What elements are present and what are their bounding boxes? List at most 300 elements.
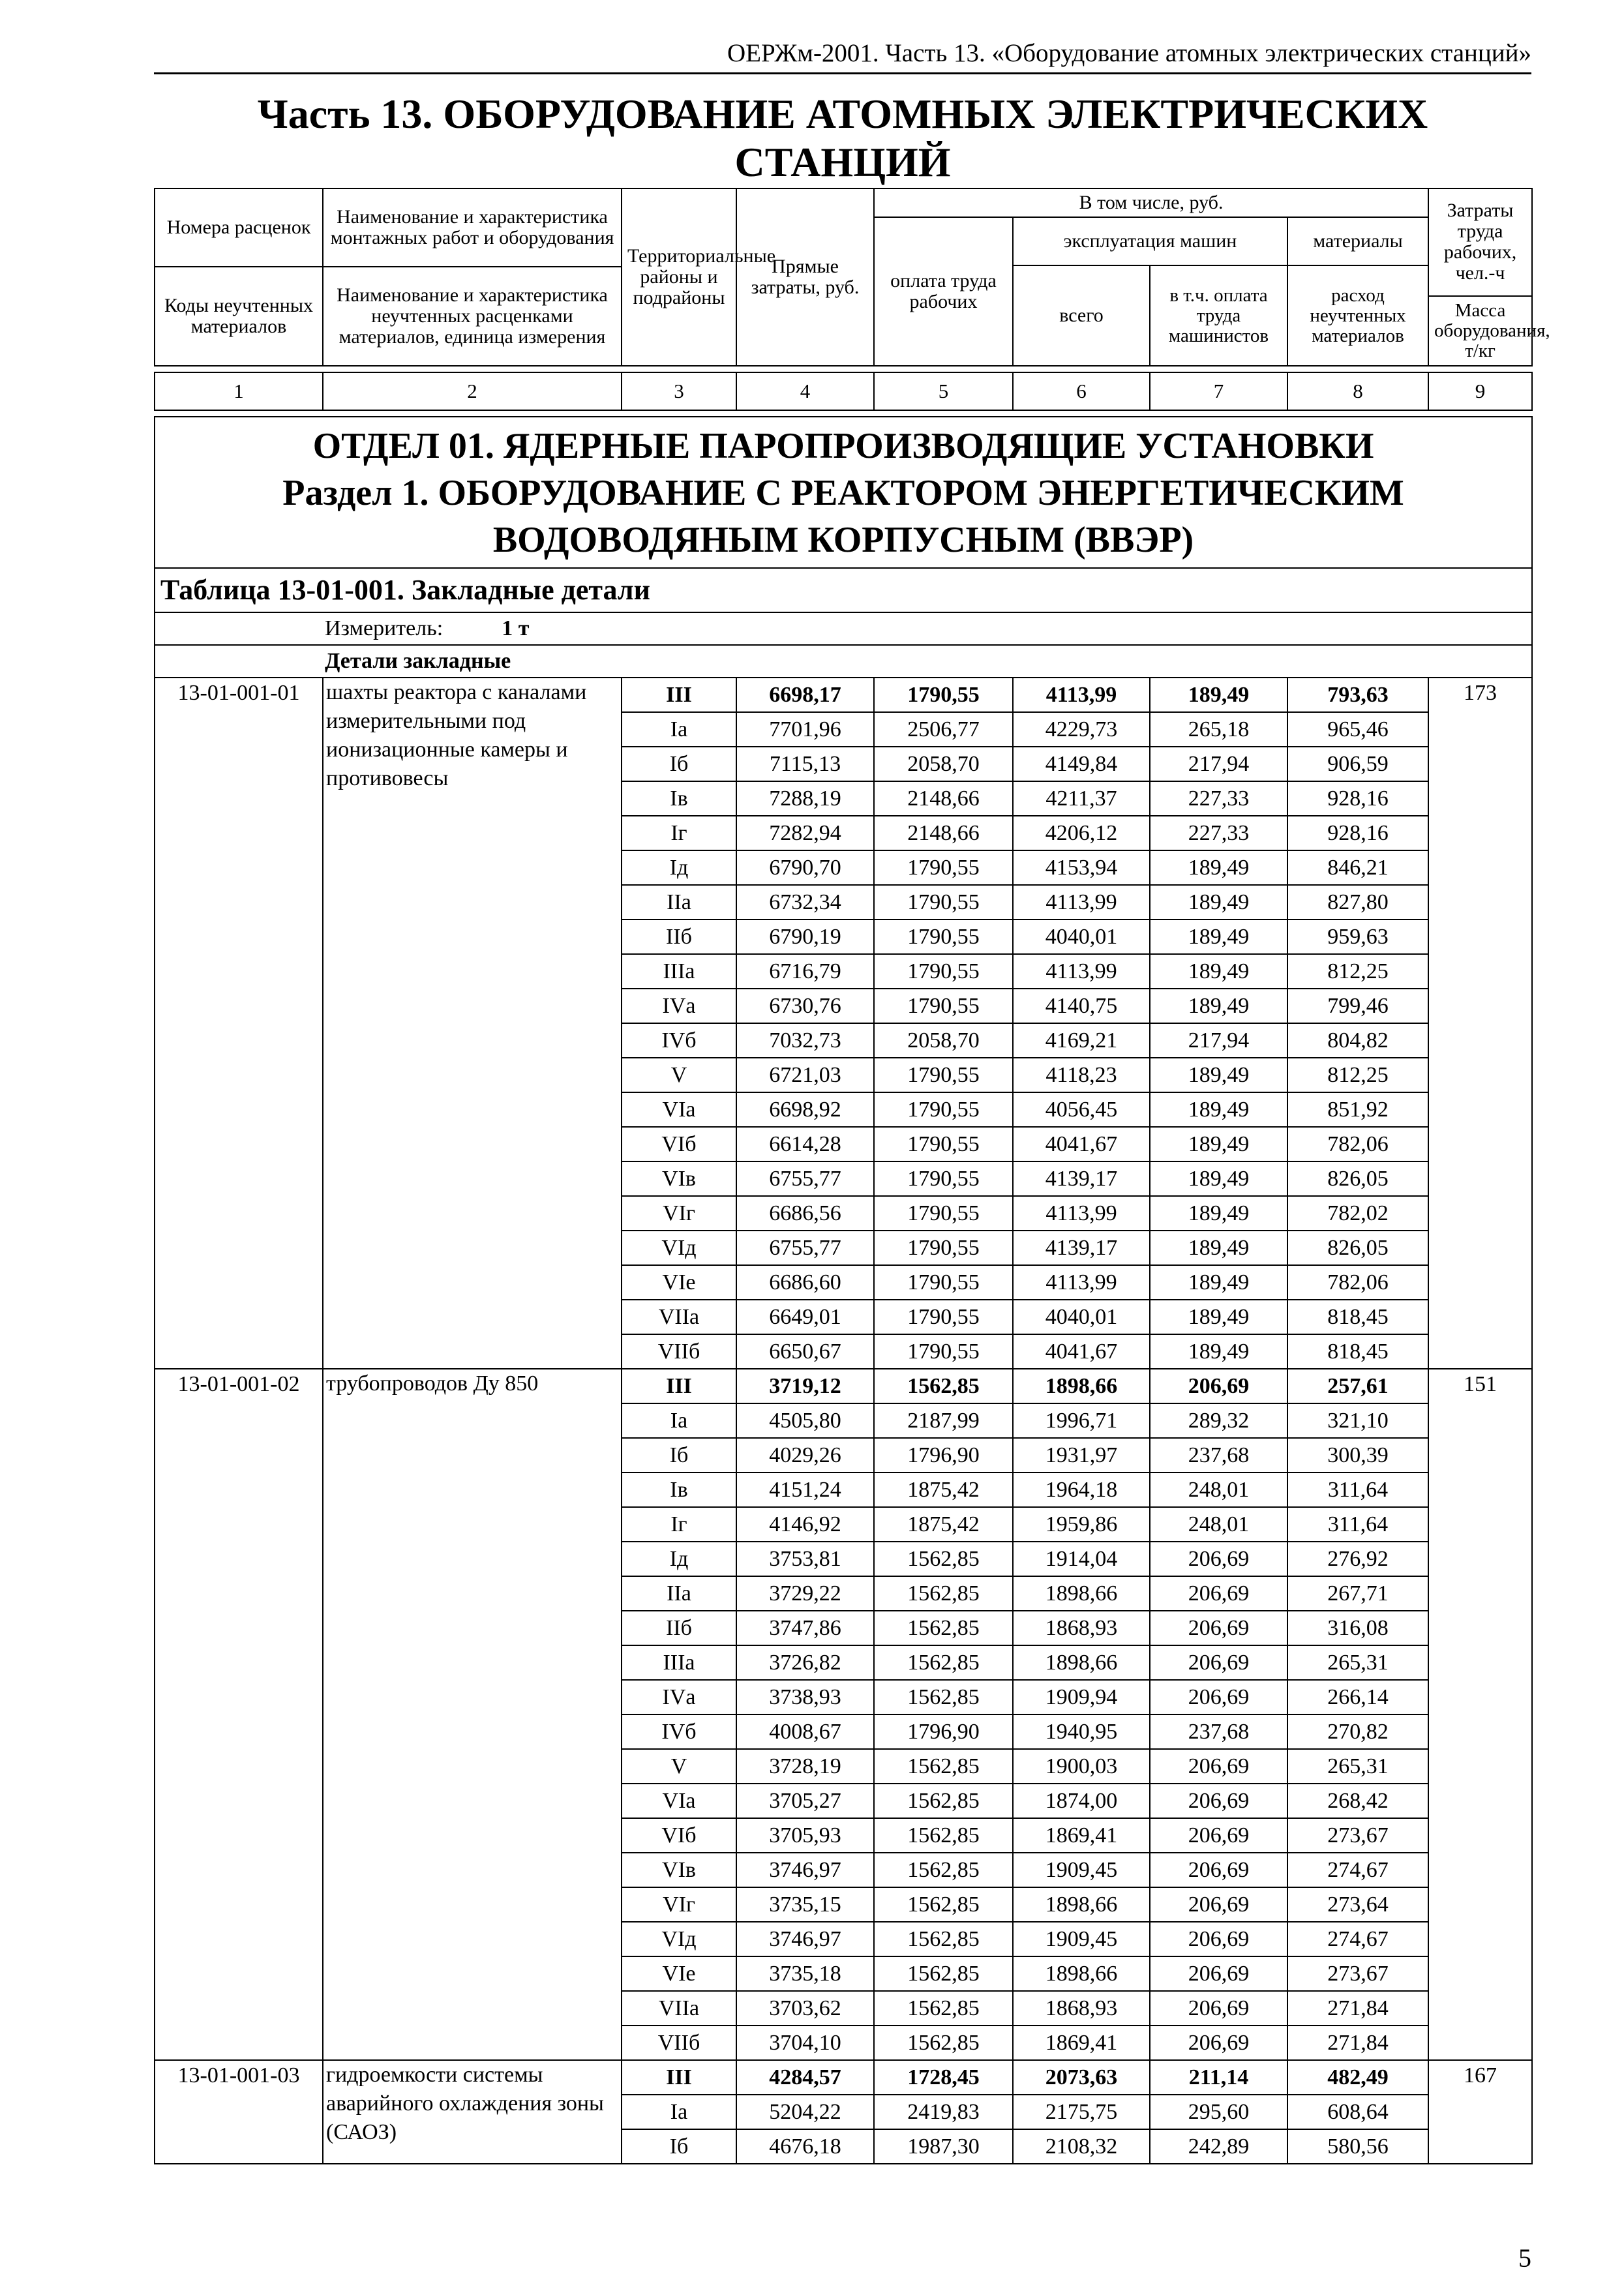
direct-costs-cell: 3747,86: [736, 1611, 874, 1645]
region-cell: VIд: [622, 1922, 736, 1956]
materials-cell: 959,63: [1287, 920, 1428, 954]
materials-cell: 271,84: [1287, 2026, 1428, 2060]
region-cell: Iб: [622, 2129, 736, 2164]
machines-cell: 1964,18: [1013, 1473, 1150, 1507]
machines-cell: 4229,73: [1013, 712, 1150, 747]
wages-cell: 2187,99: [874, 1403, 1013, 1438]
region-cell: IIа: [622, 885, 736, 920]
machines-cell: 4113,99: [1013, 954, 1150, 989]
region-cell: IIб: [622, 920, 736, 954]
page-title-line: СТАНЦИЙ: [734, 139, 951, 185]
machinist-wages-cell: 206,69: [1150, 1818, 1287, 1853]
direct-costs-cell: 6730,76: [736, 989, 874, 1023]
region-cell: IVб: [622, 1023, 736, 1058]
column-number: 1: [155, 372, 323, 410]
region-cell: Iб: [622, 1438, 736, 1473]
page-title-line: Часть 13. ОБОРУДОВАНИЕ АТОМНЫХ ЭЛЕКТРИЧЕСКИХ: [257, 91, 1428, 137]
machinist-wages-cell: 206,69: [1150, 1991, 1287, 2026]
region-cell: IIб: [622, 1611, 736, 1645]
machines-cell: 1869,41: [1013, 2026, 1150, 2060]
machines-cell: 1900,03: [1013, 1749, 1150, 1784]
direct-costs-cell: 3703,62: [736, 1991, 874, 2026]
machines-cell: 4040,01: [1013, 920, 1150, 954]
materials-cell: 851,92: [1287, 1092, 1428, 1127]
materials-cell: 818,45: [1287, 1334, 1428, 1369]
direct-costs-cell: 3705,93: [736, 1818, 874, 1853]
wages-cell: 1987,30: [874, 2129, 1013, 2164]
col-header-machines-total: всего: [1013, 265, 1150, 366]
machines-cell: 1898,66: [1013, 1369, 1150, 1403]
machines-cell: 4113,99: [1013, 1265, 1150, 1300]
machinist-wages-cell: 189,49: [1150, 954, 1287, 989]
direct-costs-cell: 6732,34: [736, 885, 874, 920]
materials-cell: 804,82: [1287, 1023, 1428, 1058]
region-cell: VIб: [622, 1818, 736, 1853]
column-number: 5: [874, 372, 1013, 410]
machines-cell: 1940,95: [1013, 1714, 1150, 1749]
machines-cell: 4169,21: [1013, 1023, 1150, 1058]
machinist-wages-cell: 227,33: [1150, 816, 1287, 850]
machines-cell: 1959,86: [1013, 1507, 1150, 1542]
section-row: [155, 417, 1532, 568]
machinist-wages-cell: 206,69: [1150, 1784, 1287, 1818]
region-cell: Iа: [622, 1403, 736, 1438]
machinist-wages-cell: 237,68: [1150, 1714, 1287, 1749]
region-cell: VIд: [622, 1231, 736, 1265]
item-description: шахты реактора с каналами измерительными под ионизационные камеры и противовесы: [323, 678, 622, 1369]
numbers-spacer: [155, 410, 1532, 417]
machinist-wages-cell: 237,68: [1150, 1438, 1287, 1473]
header-spacer: [155, 366, 1532, 372]
direct-costs-cell: 7701,96: [736, 712, 874, 747]
materials-cell: 273,64: [1287, 1887, 1428, 1922]
col-header-name-bottom: Наименование и характеристика неучтенных расценками материалов, единица измерения: [323, 267, 622, 366]
materials-cell: 906,59: [1287, 747, 1428, 781]
direct-costs-cell: 6721,03: [736, 1058, 874, 1092]
materials-cell: 265,31: [1287, 1749, 1428, 1784]
materials-cell: 580,56: [1287, 2129, 1428, 2164]
machinist-wages-cell: 189,49: [1150, 920, 1287, 954]
direct-costs-cell: 6614,28: [736, 1127, 874, 1161]
column-number: 9: [1428, 372, 1532, 410]
machinist-wages-cell: 189,49: [1150, 678, 1287, 712]
col-header-machinist-wages: в т.ч. оплата труда машинистов: [1150, 265, 1287, 366]
materials-cell: 928,16: [1287, 816, 1428, 850]
region-cell: Iг: [622, 1507, 736, 1542]
direct-costs-cell: 6716,79: [736, 954, 874, 989]
machines-cell: 1869,41: [1013, 1818, 1150, 1853]
machinist-wages-cell: 206,69: [1150, 1887, 1287, 1922]
direct-costs-cell: 3746,97: [736, 1853, 874, 1887]
materials-cell: 321,10: [1287, 1403, 1428, 1438]
col-header-direct-costs: Прямые затраты, руб.: [736, 188, 874, 366]
region-cell: VIе: [622, 1956, 736, 1991]
machinist-wages-cell: 189,49: [1150, 885, 1287, 920]
region-cell: VIе: [622, 1265, 736, 1300]
wages-cell: 1790,55: [874, 1231, 1013, 1265]
machines-cell: 2073,63: [1013, 2060, 1150, 2095]
wages-cell: 2506,77: [874, 712, 1013, 747]
machinist-wages-cell: 206,69: [1150, 1749, 1287, 1784]
materials-cell: 271,84: [1287, 1991, 1428, 2026]
measure-cell: [155, 612, 1532, 645]
page-title: [154, 90, 1531, 187]
machines-cell: 4113,99: [1013, 1196, 1150, 1231]
wages-cell: 1875,42: [874, 1473, 1013, 1507]
machines-cell: 4041,67: [1013, 1334, 1150, 1369]
item-code: 13-01-001-01: [155, 678, 323, 1369]
machinist-wages-cell: 248,01: [1150, 1507, 1287, 1542]
machinist-wages-cell: 189,49: [1150, 1334, 1287, 1369]
machinist-wages-cell: 206,69: [1150, 1576, 1287, 1611]
machines-cell: 1996,71: [1013, 1403, 1150, 1438]
measure-value: 1 т: [502, 616, 530, 640]
wages-cell: 1796,90: [874, 1438, 1013, 1473]
wages-cell: 1562,85: [874, 1887, 1013, 1922]
materials-cell: 782,06: [1287, 1127, 1428, 1161]
machines-cell: 1909,94: [1013, 1680, 1150, 1714]
machinist-wages-cell: 189,49: [1150, 1300, 1287, 1334]
materials-cell: 267,71: [1287, 1576, 1428, 1611]
region-cell: VIа: [622, 1784, 736, 1818]
direct-costs-cell: 3705,27: [736, 1784, 874, 1818]
direct-costs-cell: 3735,15: [736, 1887, 874, 1922]
materials-cell: 270,82: [1287, 1714, 1428, 1749]
materials-cell: 311,64: [1287, 1507, 1428, 1542]
materials-cell: 300,39: [1287, 1438, 1428, 1473]
region-cell: Iб: [622, 747, 736, 781]
materials-cell: 273,67: [1287, 1956, 1428, 1991]
region-cell: VIв: [622, 1161, 736, 1196]
region-cell: VIг: [622, 1887, 736, 1922]
page-number: 5: [1518, 2243, 1531, 2273]
materials-cell: 316,08: [1287, 1611, 1428, 1645]
materials-cell: 793,63: [1287, 678, 1428, 712]
wages-cell: 1562,85: [874, 1818, 1013, 1853]
materials-cell: 268,42: [1287, 1784, 1428, 1818]
table-row: [155, 2060, 1532, 2095]
machinist-wages-cell: 189,49: [1150, 1092, 1287, 1127]
wages-cell: 1562,85: [874, 1369, 1013, 1403]
wages-cell: 1790,55: [874, 954, 1013, 989]
region-cell: Iа: [622, 712, 736, 747]
table-name: Таблица 13-01-001. Закладные детали: [155, 568, 1532, 612]
machinist-wages-cell: 189,49: [1150, 989, 1287, 1023]
materials-cell: 818,45: [1287, 1300, 1428, 1334]
wages-cell: 1562,85: [874, 1749, 1013, 1784]
direct-costs-cell: 4676,18: [736, 2129, 874, 2164]
wages-cell: 1875,42: [874, 1507, 1013, 1542]
direct-costs-cell: 6686,56: [736, 1196, 874, 1231]
column-number: 3: [622, 372, 736, 410]
materials-cell: 265,31: [1287, 1645, 1428, 1680]
col-header-machines: эксплуатация машин: [1013, 217, 1287, 265]
region-cell: VIв: [622, 1853, 736, 1887]
machinist-wages-cell: 217,94: [1150, 747, 1287, 781]
materials-cell: 826,05: [1287, 1231, 1428, 1265]
region-cell: VIIб: [622, 2026, 736, 2060]
section-title: [155, 417, 1532, 568]
item-mass: 167: [1428, 2060, 1532, 2164]
machinist-wages-cell: 206,69: [1150, 1369, 1287, 1403]
machines-cell: 1931,97: [1013, 1438, 1150, 1473]
region-cell: Iд: [622, 850, 736, 885]
direct-costs-cell: 6698,92: [736, 1092, 874, 1127]
direct-costs-cell: 3746,97: [736, 1922, 874, 1956]
direct-costs-cell: 5204,22: [736, 2095, 874, 2129]
wages-cell: 1790,55: [874, 1334, 1013, 1369]
item-code: 13-01-001-03: [155, 2060, 323, 2164]
region-cell: VIIа: [622, 1991, 736, 2026]
col-header-territory: Территориальные районы и подрайоны: [622, 188, 736, 366]
materials-cell: 826,05: [1287, 1161, 1428, 1196]
region-cell: V: [622, 1058, 736, 1092]
region-cell: Iв: [622, 781, 736, 816]
region-cell: VIб: [622, 1127, 736, 1161]
col-header-name-top: Наименование и характеристика монтажных работ и оборудования: [323, 188, 622, 267]
direct-costs-cell: 4505,80: [736, 1403, 874, 1438]
machinist-wages-cell: 206,69: [1150, 1922, 1287, 1956]
region-cell: IVа: [622, 1680, 736, 1714]
direct-costs-cell: 6790,70: [736, 850, 874, 885]
machines-cell: 4139,17: [1013, 1161, 1150, 1196]
machinist-wages-cell: 265,18: [1150, 712, 1287, 747]
materials-cell: 812,25: [1287, 954, 1428, 989]
machinist-wages-cell: 189,49: [1150, 1196, 1287, 1231]
column-numbers-row: [155, 372, 1532, 410]
machinist-wages-cell: 242,89: [1150, 2129, 1287, 2164]
direct-costs-cell: 6790,19: [736, 920, 874, 954]
wages-cell: 1728,45: [874, 2060, 1013, 2095]
machines-cell: 4149,84: [1013, 747, 1150, 781]
section-title-line: ВОДОВОДЯНЫМ КОРПУСНЫМ (ВВЭР): [492, 520, 1194, 560]
machinist-wages-cell: 206,69: [1150, 1645, 1287, 1680]
wages-cell: 1562,85: [874, 2026, 1013, 2060]
machines-cell: 4139,17: [1013, 1231, 1150, 1265]
wages-cell: 1562,85: [874, 1853, 1013, 1887]
group-name: Детали закладные: [155, 645, 1532, 678]
direct-costs-cell: 4284,57: [736, 2060, 874, 2095]
direct-costs-cell: 6686,60: [736, 1265, 874, 1300]
machinist-wages-cell: 189,49: [1150, 1161, 1287, 1196]
region-cell: VIа: [622, 1092, 736, 1127]
machinist-wages-cell: 189,49: [1150, 1127, 1287, 1161]
wages-cell: 1790,55: [874, 885, 1013, 920]
wages-cell: 1562,85: [874, 1576, 1013, 1611]
col-header-codes-top: Номера расценок: [155, 188, 323, 267]
wages-cell: 1796,90: [874, 1714, 1013, 1749]
machines-cell: 2108,32: [1013, 2129, 1150, 2164]
wages-cell: 1790,55: [874, 1127, 1013, 1161]
measure-label: Измеритель:: [325, 616, 444, 640]
region-cell: V: [622, 1749, 736, 1784]
region-cell: IVа: [622, 989, 736, 1023]
materials-cell: 782,02: [1287, 1196, 1428, 1231]
region-cell: IIIа: [622, 954, 736, 989]
direct-costs-cell: 7115,13: [736, 747, 874, 781]
wages-cell: 1562,85: [874, 1611, 1013, 1645]
machinist-wages-cell: 206,69: [1150, 1956, 1287, 1991]
direct-costs-cell: 6649,01: [736, 1300, 874, 1334]
materials-cell: 274,67: [1287, 1922, 1428, 1956]
section-title-line: Раздел 1. ОБОРУДОВАНИЕ С РЕАКТОРОМ ЭНЕРГЕТИЧЕСКИМ: [282, 473, 1404, 513]
direct-costs-cell: 4008,67: [736, 1714, 874, 1749]
direct-costs-cell: 3753,81: [736, 1542, 874, 1576]
machinist-wages-cell: 227,33: [1150, 781, 1287, 816]
wages-cell: 1790,55: [874, 1300, 1013, 1334]
machines-cell: 1914,04: [1013, 1542, 1150, 1576]
machinist-wages-cell: 189,49: [1150, 1265, 1287, 1300]
running-header: [154, 38, 1531, 74]
machinist-wages-cell: 206,69: [1150, 1680, 1287, 1714]
table-row: [155, 1369, 1532, 1403]
machines-cell: 4113,99: [1013, 678, 1150, 712]
machinist-wages-cell: 217,94: [1150, 1023, 1287, 1058]
machines-cell: 1874,00: [1013, 1784, 1150, 1818]
column-number: 6: [1013, 372, 1150, 410]
materials-cell: 846,21: [1287, 850, 1428, 885]
header-spacer-cell: [155, 366, 1532, 372]
materials-cell: 257,61: [1287, 1369, 1428, 1403]
machinist-wages-cell: 206,69: [1150, 2026, 1287, 2060]
direct-costs-cell: 3704,10: [736, 2026, 874, 2060]
wages-cell: 2058,70: [874, 747, 1013, 781]
machines-cell: 4040,01: [1013, 1300, 1150, 1334]
machines-cell: 1868,93: [1013, 1611, 1150, 1645]
materials-cell: 827,80: [1287, 885, 1428, 920]
materials-cell: 273,67: [1287, 1818, 1428, 1853]
machines-cell: 1898,66: [1013, 1576, 1150, 1611]
item-description: гидроемкости системы аварийного охлаждения зоны (САОЗ): [323, 2060, 622, 2164]
region-cell: Iд: [622, 1542, 736, 1576]
machines-cell: 4211,37: [1013, 781, 1150, 816]
section-title-line: ОТДЕЛ 01. ЯДЕРНЫЕ ПАРОПРОИЗВОДЯЩИЕ УСТАНОВКИ: [312, 426, 1374, 466]
materials-cell: 311,64: [1287, 1473, 1428, 1507]
wages-cell: 1790,55: [874, 1161, 1013, 1196]
direct-costs-cell: 3738,93: [736, 1680, 874, 1714]
machines-cell: 4041,67: [1013, 1127, 1150, 1161]
region-cell: Iг: [622, 816, 736, 850]
wages-cell: 1562,85: [874, 1680, 1013, 1714]
direct-costs-cell: 6755,77: [736, 1231, 874, 1265]
col-header-codes-bottom: Коды неучтенных материалов: [155, 267, 323, 366]
materials-cell: 274,67: [1287, 1853, 1428, 1887]
region-cell: IIIа: [622, 1645, 736, 1680]
machinist-wages-cell: 206,69: [1150, 1853, 1287, 1887]
direct-costs-cell: 3735,18: [736, 1956, 874, 1991]
region-cell: Iв: [622, 1473, 736, 1507]
machinist-wages-cell: 211,14: [1150, 2060, 1287, 2095]
machinist-wages-cell: 248,01: [1150, 1473, 1287, 1507]
direct-costs-cell: 7282,94: [736, 816, 874, 850]
region-cell: III: [622, 678, 736, 712]
machinist-wages-cell: 206,69: [1150, 1611, 1287, 1645]
col-header-included: В том числе, руб.: [874, 188, 1428, 217]
machinist-wages-cell: 295,60: [1150, 2095, 1287, 2129]
materials-cell: 276,92: [1287, 1542, 1428, 1576]
machinist-wages-cell: 189,49: [1150, 1231, 1287, 1265]
materials-cell: 812,25: [1287, 1058, 1428, 1092]
item-code: 13-01-001-02: [155, 1369, 323, 2060]
direct-costs-cell: 6755,77: [736, 1161, 874, 1196]
machinist-wages-cell: 189,49: [1150, 1058, 1287, 1092]
direct-costs-cell: 7288,19: [736, 781, 874, 816]
group-row: [155, 645, 1532, 678]
col-header-wages: оплата труда рабочих: [874, 217, 1013, 366]
direct-costs-cell: 3726,82: [736, 1645, 874, 1680]
direct-costs-cell: 3719,12: [736, 1369, 874, 1403]
wages-cell: 2419,83: [874, 2095, 1013, 2129]
item-mass: 151: [1428, 1369, 1532, 2060]
direct-costs-cell: 6698,17: [736, 678, 874, 712]
numbers-spacer-cell: [155, 410, 1532, 417]
direct-costs-cell: 7032,73: [736, 1023, 874, 1058]
wages-cell: 1790,55: [874, 989, 1013, 1023]
column-number: 4: [736, 372, 874, 410]
machinist-wages-cell: 289,32: [1150, 1403, 1287, 1438]
direct-costs-cell: 4146,92: [736, 1507, 874, 1542]
machines-cell: 4206,12: [1013, 816, 1150, 850]
col-header-labor: Затраты труда рабочих, чел.-ч: [1428, 188, 1532, 296]
table-row: [155, 678, 1532, 712]
wages-cell: 2058,70: [874, 1023, 1013, 1058]
wages-cell: 1790,55: [874, 850, 1013, 885]
materials-cell: 965,46: [1287, 712, 1428, 747]
column-number: 2: [323, 372, 622, 410]
price-table: [154, 188, 1550, 2164]
materials-cell: 928,16: [1287, 781, 1428, 816]
wages-cell: 1562,85: [874, 1956, 1013, 1991]
wages-cell: 2148,66: [874, 781, 1013, 816]
machinist-wages-cell: 189,49: [1150, 850, 1287, 885]
wages-cell: 1562,85: [874, 1645, 1013, 1680]
direct-costs-cell: 3729,22: [736, 1576, 874, 1611]
machinist-wages-cell: 206,69: [1150, 1542, 1287, 1576]
wages-cell: 1790,55: [874, 678, 1013, 712]
region-cell: IIа: [622, 1576, 736, 1611]
wages-cell: 1562,85: [874, 1922, 1013, 1956]
machines-cell: 1898,66: [1013, 1645, 1150, 1680]
wages-cell: 1790,55: [874, 1092, 1013, 1127]
machines-cell: 4118,23: [1013, 1058, 1150, 1092]
direct-costs-cell: 3728,19: [736, 1749, 874, 1784]
col-header-mass: Масса оборудования, т/кг: [1428, 296, 1532, 366]
wages-cell: 1790,55: [874, 1265, 1013, 1300]
region-cell: IVб: [622, 1714, 736, 1749]
item-mass: 173: [1428, 678, 1532, 1369]
wages-cell: 1562,85: [874, 1542, 1013, 1576]
item-description: трубопроводов Ду 850: [323, 1369, 622, 2060]
wages-cell: 1562,85: [874, 1991, 1013, 2026]
machines-cell: 1909,45: [1013, 1853, 1150, 1887]
column-number: 8: [1287, 372, 1428, 410]
table-name-row: [155, 568, 1532, 612]
materials-cell: 782,06: [1287, 1265, 1428, 1300]
machines-cell: 2175,75: [1013, 2095, 1150, 2129]
wages-cell: 1790,55: [874, 920, 1013, 954]
region-cell: III: [622, 1369, 736, 1403]
machines-cell: 4056,45: [1013, 1092, 1150, 1127]
direct-costs-cell: 4029,26: [736, 1438, 874, 1473]
region-cell: Iа: [622, 2095, 736, 2129]
machines-cell: 1898,66: [1013, 1887, 1150, 1922]
wages-cell: 1562,85: [874, 1784, 1013, 1818]
machines-cell: 1868,93: [1013, 1991, 1150, 2026]
wages-cell: 1790,55: [874, 1058, 1013, 1092]
machines-cell: 4153,94: [1013, 850, 1150, 885]
machines-cell: 1898,66: [1013, 1956, 1150, 1991]
wages-cell: 1790,55: [874, 1196, 1013, 1231]
